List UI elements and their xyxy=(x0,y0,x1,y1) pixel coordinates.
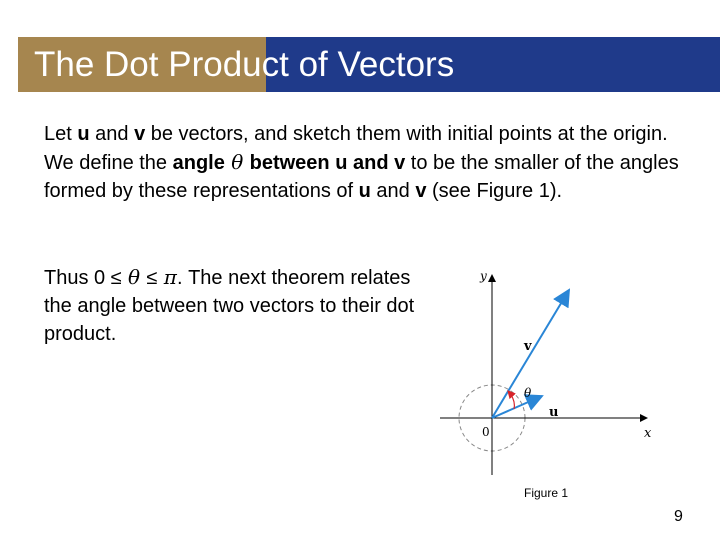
slide-title: The Dot Product of Vectors xyxy=(34,45,455,84)
label-theta: θ xyxy=(524,386,532,400)
figure-caption: Figure 1 xyxy=(524,486,569,500)
label-v: v xyxy=(524,339,532,354)
label-u: u xyxy=(549,405,559,420)
label-origin: 0 xyxy=(482,425,490,439)
page-number: 9 xyxy=(674,508,683,525)
label-y: y xyxy=(480,269,487,283)
paragraph-definition: Let u and v be vectors, and sketch them with initial points at the origin. We define the angle θ between u and v to be the smaller of the angles formed by these representations of u and v (see Figure 1). xyxy=(44,123,679,202)
vector-diagram xyxy=(432,260,662,480)
vector-angle-figure xyxy=(432,260,662,480)
angle-arc xyxy=(508,391,514,409)
paragraph-theorem-intro: Thus 0 ≤ θ ≤ π. The next theorem relates the angle between two vectors to their dot product. xyxy=(44,265,415,345)
title-bar xyxy=(18,37,720,92)
label-x: x xyxy=(644,426,652,441)
